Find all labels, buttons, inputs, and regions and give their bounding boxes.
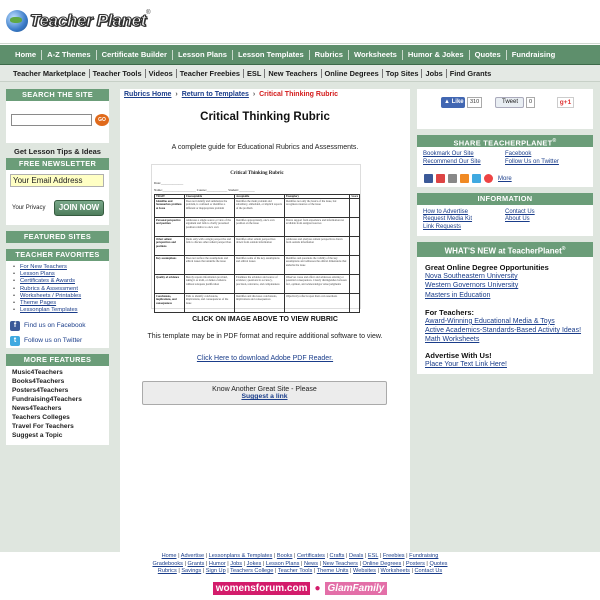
preview-cell: Examines the evidence and source of evidence; questions its accuracy, precision, relevance, and completeness (234, 275, 284, 294)
nav-lesson-plans[interactable]: Lesson Plans (173, 50, 233, 60)
share-link[interactable]: Follow Us on Twitter (505, 158, 559, 165)
information-heading: INFORMATION (417, 193, 593, 205)
footer-separator: | (204, 553, 209, 559)
footer-link[interactable]: Quotes (429, 560, 448, 567)
footer-link[interactable]: Worksheets (380, 568, 410, 574)
twitter-link[interactable]: t Follow us on Twitter (6, 333, 109, 348)
favorites-heading: TEACHER FAVORITES (6, 249, 109, 261)
preview-row (155, 218, 360, 237)
search-panel (6, 101, 109, 143)
feature-link[interactable]: Music4Teachers (12, 369, 63, 377)
preview-cell: Identifies other salient perspectives drawn from outside information (234, 237, 284, 256)
email-share-icon[interactable] (436, 174, 445, 183)
share-link[interactable]: Recommend Our Site (423, 158, 481, 165)
preview-cell: Identifies some of the key assumptions and ethical issues (234, 256, 284, 275)
nav-rubrics[interactable]: Rubrics (310, 50, 349, 60)
site-header (0, 0, 600, 44)
preview-cell: Addresses a single source or view of the argument and fails to clarify presented position relative to one's own (184, 218, 234, 237)
preview-cell: Merely repeats information provided, taking it as truth, or denies evidence without adequate justification (184, 275, 234, 294)
preview-score-cell (350, 275, 360, 294)
footer-separator: | (324, 553, 330, 559)
print-share-icon[interactable] (448, 174, 457, 183)
advertise-link[interactable]: Place Your Text Link Here! (425, 360, 507, 368)
favorite-link[interactable]: • Lesson Plans (20, 271, 105, 278)
footer-link[interactable]: Contact Us (414, 568, 443, 574)
preview-title: Critical Thinking Rubric (230, 171, 284, 176)
facebook-share-icon[interactable] (424, 174, 433, 183)
footer-separator: | (261, 560, 266, 567)
favorite-link[interactable]: • Worksheets / Printables (20, 293, 105, 300)
preview-header-cell: Score (351, 195, 358, 198)
preview-score-cell (350, 237, 360, 256)
footer-separator: | (424, 560, 430, 567)
breadcrumb: Rubrics Home › Return to Templates › Critical Thinking Rubric (124, 91, 339, 98)
footer-link[interactable]: Deals (349, 553, 364, 559)
footer-link[interactable]: New Teachers (322, 560, 358, 567)
degree-link[interactable]: Western Governors University (425, 282, 519, 290)
footer-link[interactable]: ESL (367, 553, 379, 559)
preview-row (155, 199, 360, 218)
footer-link[interactable]: Crafts (329, 553, 345, 559)
nav-humor-jokes[interactable]: Humor & Jokes (403, 50, 470, 60)
nav-esl[interactable]: ESL (244, 69, 265, 78)
preview-criterion: Conclusions, implications, and consequences (155, 294, 185, 313)
for-teachers-heading: For Teachers: (425, 307, 475, 317)
preview-criterion: Other salient perspectives and positions (155, 237, 185, 256)
footer-link[interactable]: Theme Units (316, 568, 349, 574)
footer-link[interactable]: Teachers College (230, 568, 274, 574)
preview-row (155, 237, 360, 256)
favorite-link[interactable]: • Rubrics & Assessment (20, 286, 105, 293)
share-heading: SHARE TEACHERPLANET® (417, 135, 593, 147)
teacher-resource-link[interactable]: Award-Winning Educational Media & Toys (425, 317, 555, 325)
feature-link[interactable]: Travel For Teachers (12, 422, 74, 430)
footer-link[interactable]: Teacher Tools (277, 568, 313, 574)
footer-separator: | (401, 560, 406, 567)
preview-row (155, 275, 360, 294)
footer-separator: | (176, 553, 181, 559)
preview-cell: Identifies not only the basics of the issue, but recognizes nuances of the issue (284, 199, 350, 218)
nav-fundraising[interactable]: Fundraising (511, 49, 556, 59)
advertise-heading: Advertise With Us! (425, 350, 492, 360)
site-logo[interactable]: Teacher Planet ® (6, 6, 151, 36)
share-link[interactable]: Facebook (505, 151, 532, 157)
footer-link[interactable]: Sign Up (205, 568, 226, 574)
preview-score-cell (350, 294, 360, 313)
glamfamily-logo[interactable]: GlamFamily (325, 582, 388, 595)
breadcrumb-current: Critical Thinking Rubric (259, 91, 339, 98)
click-instruction: CLICK ON IMAGE ABOVE TO VIEW RUBRIC (192, 316, 338, 323)
secondary-nav (0, 65, 600, 82)
info-link[interactable]: How to Advertise (423, 208, 469, 215)
footer-link[interactable]: Freebies (382, 553, 405, 559)
preview-cell: Identifies the main problem and subsidiary, embedded, or implicit aspects of the problem (234, 199, 284, 218)
page-body (0, 82, 600, 552)
footer-separator: | (375, 568, 381, 574)
tweet-count: 0 (526, 97, 535, 108)
preview-score-cell (350, 218, 360, 237)
nav-teacher-freebies[interactable]: Teacher Freebies (177, 69, 244, 78)
footer-link[interactable]: Online Degrees (362, 560, 402, 567)
womensforum-logo[interactable]: womensforum.com (213, 582, 311, 595)
plus-share-icon[interactable] (484, 174, 493, 183)
preview-row (155, 294, 360, 313)
footer-separator: | (363, 553, 368, 559)
nav-videos[interactable]: Videos (146, 69, 177, 78)
know-site-text: Know Another Great Site - Please (212, 386, 317, 393)
teacher-resource-link[interactable]: Math Worksheets (425, 336, 480, 344)
preview-criterion: Personal perspective and position (155, 218, 185, 237)
preview-meta: Date:______________ Name:_____________________ Course:_____________ Student:__________ (154, 181, 255, 192)
preview-cell: Draws support from experience and information not available from assigned sources (284, 218, 350, 237)
newsletter-heading: FREE NEWSLETTER (6, 158, 109, 170)
privacy-link[interactable]: Your Privacy (12, 205, 46, 211)
preview-criterion: Key assumptions (155, 256, 185, 275)
footer-separator: | (344, 553, 350, 559)
nav-new-teachers[interactable]: New Teachers (265, 69, 321, 78)
lesson-tips-heading: Get Lesson Tips & Ideas (14, 147, 101, 156)
footer-link[interactable]: Posters (405, 560, 425, 567)
feature-link[interactable]: News4Teachers (12, 405, 62, 413)
breadcrumb-rubrics-home[interactable]: Rubrics Home (124, 91, 172, 98)
degree-link[interactable]: Nova Southeastern University (425, 272, 518, 280)
footer-link[interactable]: Advertise (180, 553, 205, 559)
favorite-link[interactable]: • Theme Pages (20, 300, 105, 307)
preview-score-cell (350, 199, 360, 218)
share-icons-row (417, 171, 593, 187)
more-share-link[interactable]: More (498, 175, 512, 182)
tweet-button[interactable]: Tweet (495, 97, 524, 108)
preview-cell: Identifies appropriately, one's own position on the issue (234, 218, 284, 237)
sponsor-bar: womensforum.com ● GlamFamily (0, 583, 600, 600)
preview-score-cell (350, 256, 360, 275)
logo-text: Teacher Planet (30, 11, 147, 30)
share-link[interactable]: Bookmark Our Site (423, 151, 474, 157)
footer-link[interactable]: Websites (353, 568, 376, 574)
footer-link[interactable]: Savings (181, 568, 202, 574)
share-links (417, 147, 593, 171)
footer-separator: | (272, 553, 277, 559)
preview-header-cell: Exemplary (284, 195, 350, 199)
nav-lesson-templates[interactable]: Lesson Templates (233, 50, 310, 60)
footer-separator: | (318, 560, 323, 567)
feature-link[interactable]: Suggest a Topic (12, 431, 63, 439)
favorite-link[interactable]: • Certificates & Awards (20, 278, 105, 285)
twitter-share-icon[interactable] (472, 174, 481, 183)
footer-separator: | (409, 568, 415, 574)
preview-cell: Objectively reflects upon their own assertions (284, 294, 350, 313)
footer-link[interactable]: Grants (187, 560, 205, 567)
preview-cell: Addresses and analyzes salient perspectives drawn from outside information (284, 237, 350, 256)
preview-cell: Does not identify and summarize the problem, is confused or identifies a different or inappropriate problem (184, 199, 234, 218)
footer-separator: | (204, 560, 209, 567)
footer-separator: | (182, 560, 188, 567)
preview-cell: Fails to identify conclusions, implications, and consequences of the issue (184, 294, 234, 313)
footer-separator: | (357, 560, 363, 567)
right-sidebar (417, 89, 593, 374)
favorites-list (6, 261, 109, 318)
footer-separator: | (273, 568, 278, 574)
facebook-icon: f (10, 321, 20, 331)
pdf-note: This template may be in PDF format and require additional software to view. (147, 333, 383, 340)
degree-heading: Great Online Degree Opportunities (425, 262, 549, 272)
more-features-list (6, 366, 109, 444)
nav-top-sites[interactable]: Top Sites (383, 69, 423, 78)
footer-link[interactable]: Gradebooks (152, 560, 183, 567)
preview-cell: Identifies and discusses conclusions, implications and consequences (234, 294, 284, 313)
favorite-share-icon[interactable] (460, 174, 469, 183)
footer-separator: | (292, 553, 297, 559)
preview-cell: Observes cause and effect and addresses existing or potential consequences. Clearly distinguishes between fact, opinion, and acknowledges value judgments (284, 275, 350, 294)
footer-link[interactable]: Lesson Plans (265, 560, 300, 567)
footer-link[interactable]: Books (276, 553, 293, 559)
teacher-resource-link[interactable]: Active Academics-Standards-Based Activity Ideas! (425, 327, 582, 335)
thumbs-up-icon: ▲ (444, 99, 450, 105)
footer-separator: | (242, 560, 247, 567)
footer-links (0, 552, 600, 582)
facebook-link[interactable]: f Find us on Facebook (6, 318, 109, 333)
featured-heading: FEATURED SITES (6, 231, 109, 243)
footer-separator: | (225, 560, 231, 567)
nav-a-z-themes[interactable]: A-Z Themes (42, 50, 96, 60)
footer-link[interactable]: Jokes (246, 560, 262, 567)
main-content (120, 89, 410, 552)
footer-link[interactable]: Certificates (297, 553, 325, 559)
footer-link[interactable]: Humor (208, 560, 226, 567)
nav-jobs[interactable]: Jobs (422, 69, 446, 78)
favorite-link[interactable]: • For New Teachers (20, 264, 105, 271)
info-link[interactable]: About Us (505, 216, 530, 223)
more-features-heading: MORE FEATURES (6, 354, 109, 366)
email-field[interactable]: Your Email Address (10, 174, 104, 187)
nav-home[interactable]: Home (10, 50, 42, 60)
like-count: 310 (467, 97, 482, 108)
search-heading: SEARCH THE SITE (6, 89, 109, 101)
nav-online-degrees[interactable]: Online Degrees (322, 69, 383, 78)
footer-separator: | (225, 568, 231, 574)
feature-link[interactable]: Fundraising4Teachers (12, 396, 82, 404)
footer-link[interactable]: Fundraising (409, 553, 439, 559)
footer-link[interactable]: Home (161, 553, 177, 559)
social-share-row (417, 89, 593, 129)
rubric-preview-image[interactable] (151, 164, 361, 309)
primary-nav (0, 45, 600, 65)
footer-separator: | (404, 553, 410, 559)
preview-cell: Does not surface the assumptions and ethical issues that underlie the issue (184, 256, 234, 275)
footer-separator: | (176, 568, 182, 574)
breadcrumb-return-templates[interactable]: Return to Templates (181, 91, 249, 98)
nav-teacher-tools[interactable]: Teacher Tools (90, 69, 146, 78)
nav-quotes[interactable]: Quotes (470, 50, 507, 60)
preview-header-cell: Acceptable (234, 195, 284, 199)
info-link[interactable]: Request Media Kit (423, 216, 473, 223)
preview-table (154, 194, 360, 313)
footer-separator: | (299, 560, 304, 567)
search-go-button[interactable]: GO (95, 114, 109, 126)
pdf-reader-link[interactable]: Click Here to download Adobe PDF Reader. (196, 355, 334, 362)
footer-link[interactable]: Rubrics (157, 568, 177, 574)
preview-row (155, 256, 360, 275)
footer-link[interactable]: News (304, 560, 318, 567)
information-links (417, 205, 593, 236)
nav-certificate-builder[interactable]: Certificate Builder (97, 50, 173, 60)
left-sidebar (6, 89, 109, 445)
google-plus-button[interactable]: g+1 (557, 97, 574, 108)
preview-criterion: Identifies and Summarizes problem at Issue (155, 199, 185, 218)
preview-criterion: Quality of evidence (155, 275, 185, 294)
info-link[interactable]: Contact Us (505, 208, 535, 215)
join-now-button[interactable]: JOIN NOW (54, 200, 104, 216)
nav-find-grants[interactable]: Find Grants (449, 68, 492, 78)
suggest-link[interactable]: Suggest a link (241, 393, 288, 400)
page-title: Critical Thinking Rubric (200, 111, 330, 123)
feature-link[interactable]: Books4Teachers (12, 378, 65, 386)
preview-cell: Identifies and questions the validity of the key assumptions and addresses the ethical dimensions that underlie the issue (284, 256, 350, 275)
preview-header-cell: Unacceptable (184, 195, 234, 199)
footer-link[interactable]: Jobs (230, 560, 243, 567)
preview-header-cell: TRAIT (155, 195, 185, 199)
nav-teacher-marketplace[interactable]: Teacher Marketplace (10, 69, 90, 78)
footer-separator: | (348, 568, 354, 574)
footer-separator: | (201, 568, 206, 574)
whats-new-heading: WHAT'S NEW at TeacherPlanet® (417, 242, 593, 257)
page-subtitle: A complete guide for Educational Rubrics and Assessments. (171, 144, 359, 151)
search-input[interactable] (11, 114, 92, 126)
newsletter-panel (6, 170, 109, 225)
suggest-site-box (142, 381, 387, 405)
nav-worksheets[interactable]: Worksheets (349, 50, 403, 60)
degree-link[interactable]: Masters in Education (425, 291, 491, 299)
preview-cell: Deals only with a single perspective and fails to discuss other salient perspectives (184, 237, 234, 256)
footer-separator: | (378, 553, 383, 559)
facebook-like-button[interactable]: ▲ Like (441, 97, 465, 108)
feature-link[interactable]: Teachers Colleges (12, 413, 70, 421)
feature-link[interactable]: Posters4Teachers (12, 387, 69, 395)
whats-new-panel (417, 257, 593, 374)
twitter-icon: t (10, 336, 20, 346)
footer-link[interactable]: Lessonplans & Templates (208, 553, 273, 559)
info-link[interactable]: Link Requests (423, 224, 462, 231)
globe-icon (6, 10, 28, 32)
footer-separator: | (312, 568, 317, 574)
favorite-link[interactable]: • Lessonplan Templates (20, 307, 105, 314)
